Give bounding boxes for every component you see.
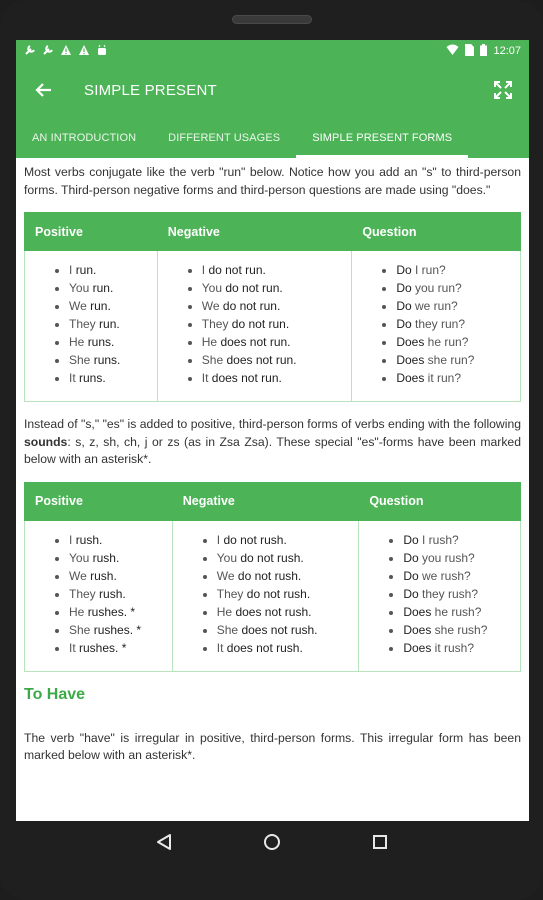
positive-cell bbox=[25, 251, 158, 402]
warning-icon bbox=[78, 44, 90, 58]
back-button[interactable] bbox=[16, 62, 72, 118]
question-rest: it run? bbox=[427, 371, 462, 385]
auxiliary-word: Does bbox=[396, 335, 425, 349]
conjugation-item bbox=[69, 261, 157, 279]
conjugation-item bbox=[202, 315, 352, 333]
no-sim-icon bbox=[465, 44, 474, 59]
conjugation-table-run bbox=[24, 212, 521, 402]
tab-different-usages[interactable]: DIFFERENT USAGES bbox=[168, 132, 281, 144]
subject-word: You bbox=[69, 281, 90, 295]
verb-phrase: does not run. bbox=[220, 335, 291, 349]
verb-phrase: rushes. * bbox=[79, 640, 127, 655]
verb-phrase: does not run. bbox=[211, 371, 282, 385]
conjugation-item bbox=[217, 585, 359, 603]
header-negative: Negative bbox=[172, 482, 359, 520]
tab-introduction[interactable]: AN INTRODUCTION bbox=[32, 132, 137, 144]
subject-word: It bbox=[201, 371, 209, 385]
subject-word: He bbox=[69, 335, 85, 349]
auxiliary-word: Do bbox=[403, 586, 419, 601]
auxiliary-word: Does bbox=[403, 640, 432, 655]
verb-phrase: run. bbox=[75, 263, 97, 277]
conjugation-item bbox=[202, 297, 352, 315]
navigation-bar bbox=[0, 821, 543, 863]
conjugation-item bbox=[69, 603, 172, 621]
subject-word: You bbox=[201, 281, 223, 295]
subject-word: We bbox=[216, 568, 235, 583]
subject-word: We bbox=[201, 299, 220, 313]
auxiliary-word: Do bbox=[396, 317, 412, 331]
conjugation-item bbox=[69, 531, 172, 549]
question-rest: they rush? bbox=[422, 586, 479, 601]
subject-word: She bbox=[69, 622, 91, 637]
verb-phrase: rush. bbox=[90, 568, 117, 583]
conjugation-item bbox=[403, 585, 520, 603]
verb-phrase: rush. bbox=[92, 550, 120, 565]
conjugation-item bbox=[403, 621, 520, 639]
back-triangle-icon bbox=[156, 833, 172, 851]
conjugation-item bbox=[396, 333, 520, 351]
conjugation-item bbox=[396, 315, 520, 333]
nav-back-button[interactable] bbox=[153, 831, 175, 853]
conjugation-item bbox=[403, 603, 520, 621]
subject-word: We bbox=[69, 299, 87, 313]
header-positive: Positive bbox=[25, 482, 173, 520]
conjugation-item bbox=[403, 549, 520, 567]
conjugation-item bbox=[217, 603, 359, 621]
conjugation-item bbox=[396, 279, 520, 297]
conjugation-item bbox=[69, 315, 157, 333]
subject-word: He bbox=[69, 604, 85, 619]
conjugation-item bbox=[69, 549, 172, 567]
conjugation-item bbox=[202, 369, 352, 387]
subject-word: You bbox=[69, 550, 90, 565]
auxiliary-word: Does bbox=[403, 622, 432, 637]
subject-word: They bbox=[216, 586, 244, 601]
verb-phrase: does not rush. bbox=[235, 604, 312, 619]
conjugation-item bbox=[396, 351, 520, 369]
conjugation-item bbox=[217, 567, 359, 585]
subject-word: He bbox=[216, 604, 233, 619]
question-cell bbox=[352, 251, 521, 402]
question-rest: we run? bbox=[415, 299, 458, 313]
header-question: Question bbox=[359, 482, 521, 520]
verb-phrase: run. bbox=[90, 299, 111, 313]
conjugation-item bbox=[403, 567, 520, 585]
conjugation-item bbox=[396, 369, 520, 387]
to-have-paragraph: The verb "have" is irregular in positive, third-person forms. This irregular form has been marked below with an asterisk*. bbox=[24, 730, 521, 762]
positive-cell bbox=[25, 520, 173, 671]
conjugation-item bbox=[69, 333, 157, 351]
conjugation-item bbox=[396, 261, 520, 279]
verb-phrase: do not rush. bbox=[246, 586, 311, 601]
verb-phrase: run. bbox=[92, 281, 114, 295]
fullscreen-icon bbox=[494, 81, 512, 99]
auxiliary-word: Do bbox=[396, 299, 412, 313]
home-circle-icon bbox=[263, 833, 281, 851]
wifi-icon bbox=[446, 44, 459, 59]
lesson-content bbox=[16, 158, 529, 765]
subject-word: It bbox=[69, 371, 76, 385]
conjugation-item bbox=[202, 351, 352, 369]
auxiliary-word: Do bbox=[396, 281, 412, 295]
subject-word: She bbox=[69, 353, 91, 367]
es-paragraph bbox=[24, 416, 521, 469]
android-icon bbox=[96, 44, 108, 58]
verb-phrase: rushes. * bbox=[87, 604, 136, 619]
question-rest: she rush? bbox=[434, 622, 488, 637]
auxiliary-word: Do bbox=[403, 568, 419, 583]
verb-phrase: does not rush. bbox=[226, 640, 303, 655]
screen bbox=[16, 40, 529, 821]
fullscreen-button[interactable] bbox=[491, 78, 515, 102]
conjugation-item bbox=[202, 261, 352, 279]
auxiliary-word: Does bbox=[396, 353, 425, 367]
verb-phrase: runs. bbox=[87, 335, 115, 349]
recents-square-icon bbox=[372, 834, 388, 850]
auxiliary-word: Do bbox=[403, 550, 419, 565]
system-status bbox=[446, 44, 521, 59]
question-rest: it rush? bbox=[434, 640, 475, 655]
clock-time: 12:07 bbox=[493, 45, 521, 57]
conjugation-item bbox=[69, 297, 157, 315]
subject-word: She bbox=[216, 622, 239, 637]
conjugation-item bbox=[202, 279, 352, 297]
question-rest: he rush? bbox=[434, 604, 482, 619]
battery-icon bbox=[480, 44, 487, 59]
subject-word: It bbox=[216, 640, 224, 655]
conjugation-item bbox=[69, 585, 172, 603]
app-bar bbox=[16, 62, 529, 118]
subject-word: I bbox=[201, 263, 206, 277]
subject-word: I bbox=[216, 532, 221, 547]
tab-simple-present-forms[interactable]: SIMPLE PRESENT FORMS bbox=[296, 118, 468, 158]
header-question: Question bbox=[352, 213, 521, 251]
conjugation-item bbox=[403, 531, 520, 549]
verb-phrase: do not rush. bbox=[240, 550, 304, 565]
speaker-grill bbox=[232, 15, 312, 24]
auxiliary-word: Do bbox=[396, 263, 412, 277]
question-rest: she run? bbox=[427, 353, 475, 367]
question-rest: I rush? bbox=[422, 532, 459, 547]
verb-phrase: does not run. bbox=[226, 353, 297, 367]
wrench-icon bbox=[24, 44, 36, 58]
auxiliary-word: Does bbox=[396, 371, 425, 385]
tab-bar bbox=[16, 118, 529, 158]
subject-word: You bbox=[216, 550, 237, 565]
conjugation-item bbox=[69, 279, 157, 297]
conjugation-item bbox=[202, 333, 352, 351]
nav-home-button[interactable] bbox=[261, 831, 283, 853]
subject-word: It bbox=[69, 640, 76, 655]
verb-phrase: rushes. * bbox=[93, 622, 142, 637]
header-negative: Negative bbox=[157, 213, 352, 251]
conjugation-item bbox=[69, 369, 157, 387]
conjugation-item bbox=[69, 639, 172, 657]
subject-word: They bbox=[201, 317, 229, 331]
auxiliary-word: Do bbox=[403, 532, 419, 547]
question-rest: they run? bbox=[415, 317, 466, 331]
question-rest: we rush? bbox=[422, 568, 471, 583]
verb-phrase: do not run. bbox=[231, 317, 290, 331]
conjugation-item bbox=[217, 549, 359, 567]
negative-cell bbox=[172, 520, 359, 671]
page-title: SIMPLE PRESENT bbox=[84, 81, 217, 99]
conjugation-item bbox=[217, 639, 359, 657]
es-paragraph-bold: sounds bbox=[24, 434, 68, 449]
subject-word: They bbox=[69, 317, 96, 331]
verb-phrase: do not rush. bbox=[237, 568, 302, 583]
subject-word: They bbox=[69, 586, 96, 601]
conjugation-item bbox=[69, 567, 172, 585]
verb-phrase: do not rush. bbox=[223, 532, 287, 547]
verb-phrase: rush. bbox=[99, 586, 126, 601]
verb-phrase: do not run. bbox=[225, 281, 283, 295]
subject-word: I bbox=[69, 263, 73, 277]
question-cell bbox=[359, 520, 521, 671]
arrow-left-icon bbox=[35, 81, 53, 99]
question-rest: he run? bbox=[427, 335, 469, 349]
verb-phrase: runs. bbox=[79, 371, 106, 385]
status-bar bbox=[16, 40, 529, 62]
header-positive: Positive bbox=[25, 213, 158, 251]
subject-word: He bbox=[201, 335, 218, 349]
conjugation-item bbox=[69, 351, 157, 369]
conjugation-table-rush bbox=[24, 482, 521, 672]
notification-icons bbox=[24, 44, 108, 58]
nav-recents-button[interactable] bbox=[369, 831, 391, 853]
verb-phrase: runs. bbox=[93, 353, 121, 367]
conjugation-item bbox=[396, 297, 520, 315]
conjugation-item bbox=[217, 621, 359, 639]
subject-word: I bbox=[69, 532, 73, 547]
subject-word: She bbox=[201, 353, 224, 367]
conjugation-item bbox=[69, 621, 172, 639]
verb-phrase: does not rush. bbox=[241, 622, 318, 637]
verb-phrase: do not run. bbox=[222, 299, 281, 313]
wrench-icon bbox=[42, 44, 54, 58]
verb-phrase: run. bbox=[99, 317, 120, 331]
negative-cell bbox=[157, 251, 352, 402]
subject-word: We bbox=[69, 568, 87, 583]
auxiliary-word: Does bbox=[403, 604, 432, 619]
verb-phrase: rush. bbox=[75, 532, 103, 547]
conjugation-item bbox=[217, 531, 359, 549]
conjugation-item bbox=[403, 639, 520, 657]
question-rest: you run? bbox=[415, 281, 462, 295]
es-paragraph-text: Instead of "s," "es" is added to positive, third-person forms of verbs ending with the following bbox=[24, 417, 521, 431]
question-rest: I run? bbox=[415, 263, 446, 277]
es-paragraph-text-end: : s, z, sh, ch, j or zs (as in Zsa Zsa). These special "es"-forms have been marked below with an asterisk*. bbox=[24, 434, 521, 466]
question-rest: you rush? bbox=[422, 550, 475, 565]
verb-phrase: do not run. bbox=[208, 263, 266, 277]
section-title-to-have: To Have bbox=[24, 685, 86, 703]
warning-icon bbox=[60, 44, 72, 58]
intro-paragraph: Most verbs conjugate like the verb "run" below. Notice how you add an "s" to third-person forms. Third-person negative forms and third-person questions are made using "does." bbox=[24, 165, 521, 197]
